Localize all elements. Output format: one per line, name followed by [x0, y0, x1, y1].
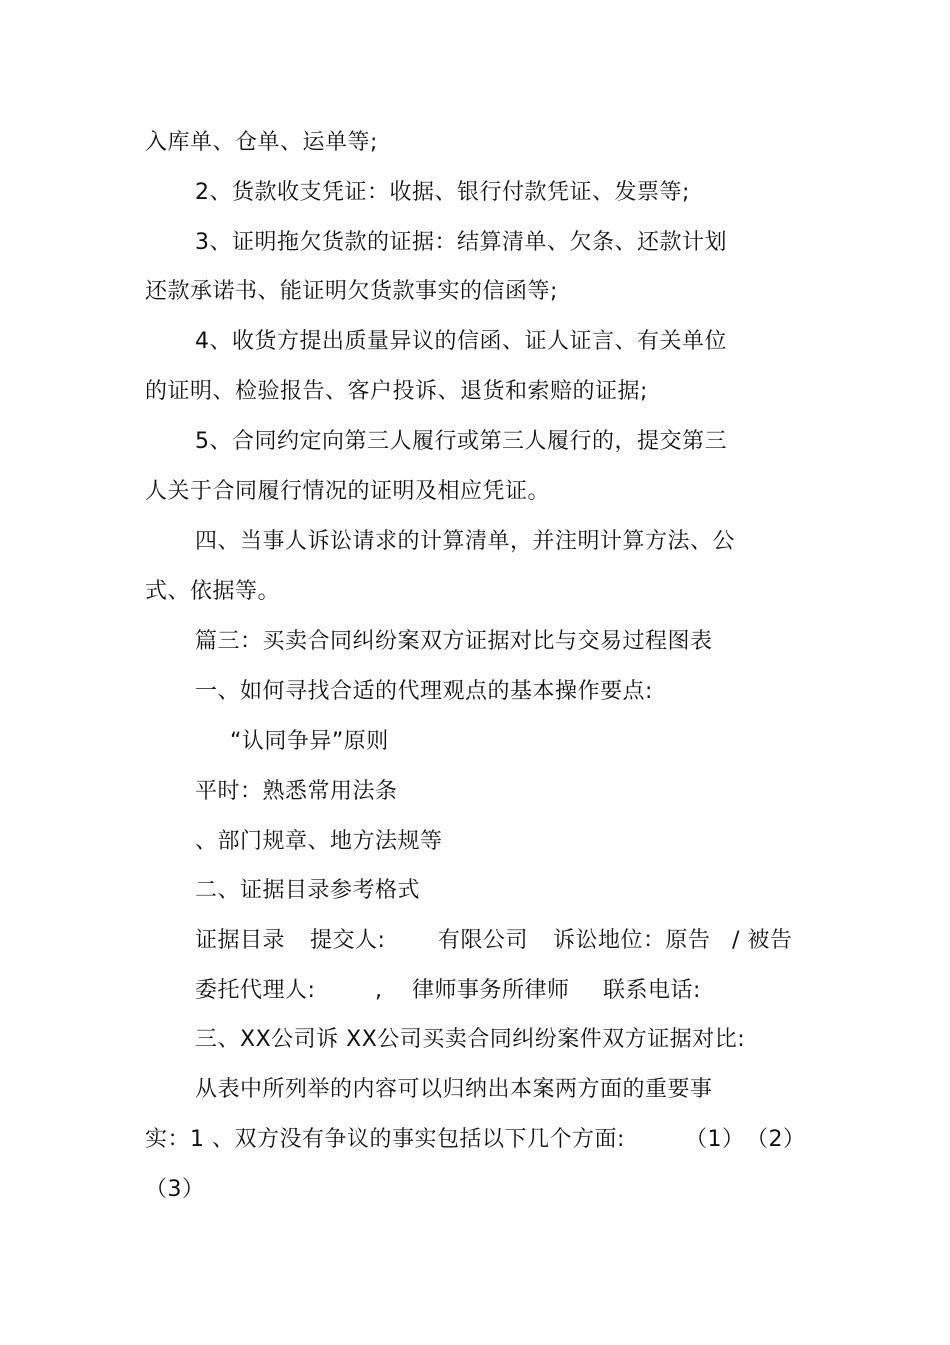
phone-label: 联系电话: [603, 978, 701, 1003]
chapter-title: 篇三：买卖合同纠纷案双方证据对比与交易过程图表 [195, 629, 713, 654]
list-item-5: 5、合同约定向第三人履行或第三人履行的，提交第三 [195, 429, 727, 454]
section-heading-3: 三、XX公司诉 XX公司买卖合同纠纷案件双方证据对比: [195, 1027, 746, 1052]
text-line: 的证明、检验报告、客户投诉、退货和索赔的证据; [145, 379, 648, 404]
company-label: 有限公司 [438, 928, 529, 953]
agent-label: 委托代理人: [195, 978, 316, 1003]
litigation-status-label: 诉讼地位：原告 [553, 928, 711, 953]
text-line: 还款承诺书、能证明欠货款事实的信函等; [145, 279, 558, 304]
agent-line [0, 976, 950, 1006]
evidence-title: 证据目录 [195, 928, 286, 953]
text-line: 从表中所列举的内容可以归纳出本案两方面的重要事 [195, 1077, 713, 1102]
fact-item-3: （3） [145, 1177, 205, 1202]
facts-text: 实：1 、双方没有争议的事实包括以下几个方面: [145, 1127, 625, 1152]
text-line: 人关于合同履行情况的证明及相应凭证。 [145, 479, 551, 504]
list-item-2: 2、货款收支凭证：收据、银行付款凭证、发票等; [195, 180, 690, 205]
section-heading-1: 一、如何寻找合适的代理观点的基本操作要点: [195, 679, 653, 704]
defendant-label: / 被告 [732, 928, 793, 953]
text-line: 平时：熟悉常用法条 [195, 779, 398, 804]
section-heading-4: 四、当事人诉讼请求的计算清单，并注明计算方法、公 [195, 529, 736, 554]
law-firm-label: 律师事务所律师 [412, 978, 570, 1003]
principle-line: “认同争异”原则 [230, 729, 389, 754]
text-line: 、部门规章、地方法规等 [195, 829, 443, 854]
list-item-3: 3、证明拖欠货款的证据：结算清单、欠条、还款计划 [195, 230, 727, 255]
fact-item-2: （2） [746, 1127, 806, 1152]
comma-separator: , [375, 978, 383, 1003]
facts-line [0, 1125, 950, 1155]
text-line: 式、依据等。 [145, 579, 281, 604]
section-heading-2: 二、证据目录参考格式 [195, 878, 421, 903]
fact-item-1: （1） [685, 1127, 745, 1152]
evidence-catalog-header [0, 926, 950, 956]
list-item-4: 4、收货方提出质量异议的信函、证人证言、有关单位 [195, 329, 727, 354]
submitter-label: 提交人: [310, 928, 386, 953]
text-line: 入库单、仓单、运单等; [145, 130, 378, 155]
